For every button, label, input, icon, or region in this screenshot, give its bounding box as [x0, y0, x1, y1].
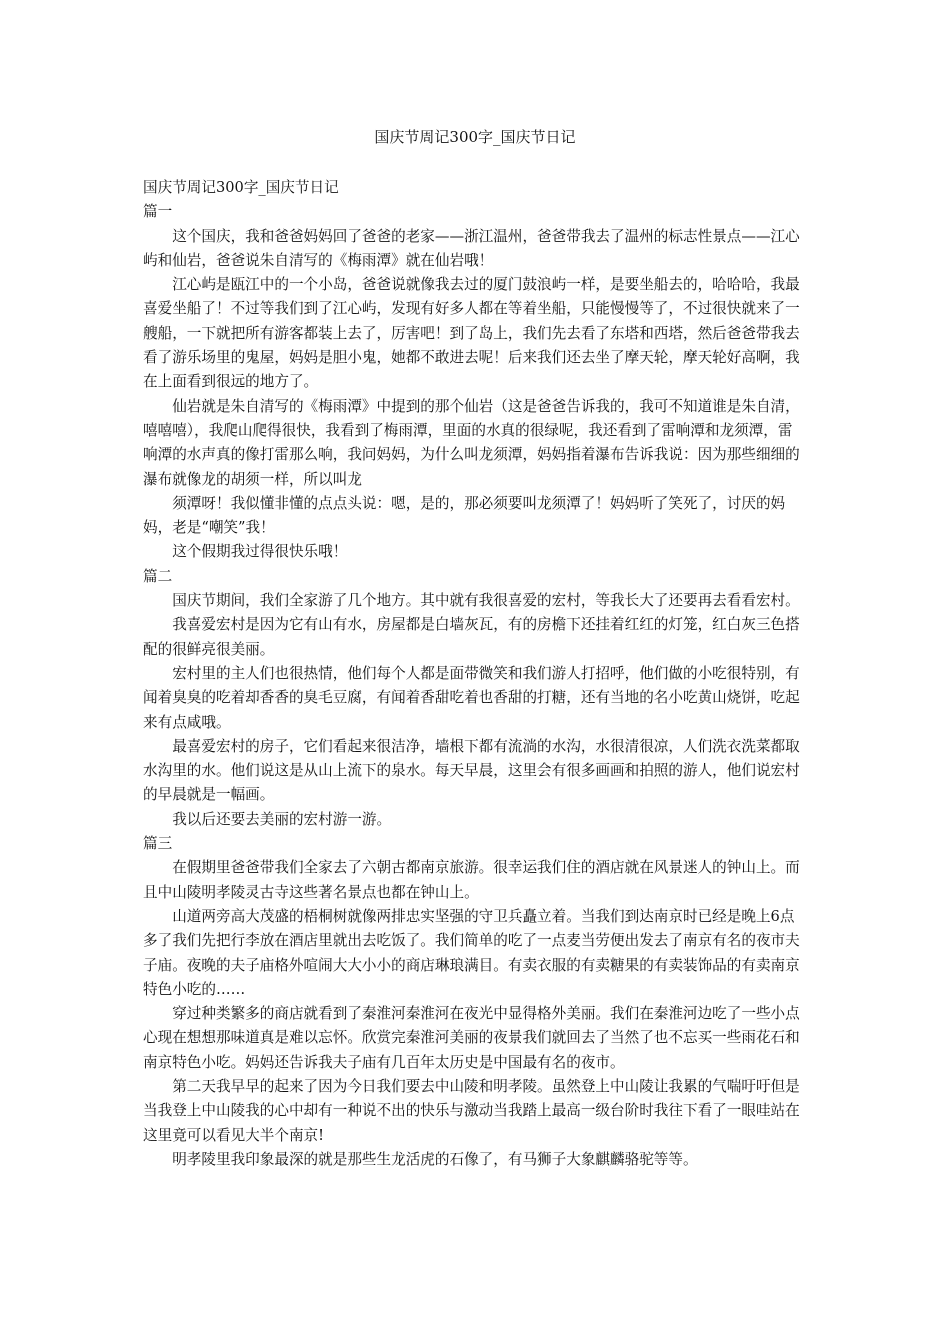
paragraph: 国庆节期间，我们全家游了几个地方。其中就有我很喜爱的宏村，等我长大了还要再去看看宏村。 [172, 592, 800, 610]
paragraph: 我喜爱宏村是因为它有山有水，房屋都是白墙灰瓦，有的房檐下还挂着红红的灯笼，红白灰三色搭配的很鲜亮很美丽。 [143, 616, 800, 658]
paragraph: 在假期里爸爸带我们全家去了六朝古都南京旅游。很幸运我们住的酒店就在风景迷人的钟山上。而且中山陵明孝陵灵古寺这些著名景点也都在钟山上。 [143, 859, 800, 901]
document-title: 国庆节周记300字_国庆节日记 [374, 128, 576, 146]
paragraph: 仙岩就是朱自清写的《梅雨潭》中提到的那个仙岩（这是爸爸告诉我的，我可不知道谁是朱自清，嘻嘻嘻），我爬山爬得很快，我看到了梅雨潭，里面的水真的很绿呢，我还看到了雷响潭和龙须潭，雷响潭的水声真的像打雷那么响，我问妈妈，为什么叫龙须潭，妈妈指着瀑布告诉我说：因为那些细细的瀑布就像龙的胡须一样，所以叫龙 [143, 397, 800, 488]
paragraph: 这个国庆，我和爸爸妈妈回了爸爸的老家——浙江温州，爸爸带我去了温州的标志性景点——江心屿和仙岩，爸爸说朱自清写的《梅雨潭》就在仙岩哦！ [143, 227, 800, 269]
section-heading: 篇三 [143, 835, 173, 853]
section-heading: 篇一 [143, 203, 173, 221]
paragraph: 山道两旁高大茂盛的梧桐树就像两排忠实坚强的守卫兵矗立着。当我们到达南京时已经是晚上6点多了我们先把行李放在酒店里就出去吃饭了。我们简单的吃了一点麦当劳便出发去了南京有名的夜市夫子庙。夜晚的夫子庙格外喧闹大大小小的商店琳琅满目。有卖衣服的有卖糖果的有卖装饰品的有卖南京特色小吃的…… [143, 907, 800, 998]
paragraph: 江心屿是瓯江中的一个小岛，爸爸说就像我去过的厦门鼓浪屿一样，是要坐船去的，哈哈哈，我最喜爱坐船了！不过等我们到了江心屿，发现有好多人都在等着坐船，只能慢慢等了，不过很快就来了一艘船，一下就把所有游客都装上去了，厉害吧！到了岛上，我们先去看了东塔和西塔，然后爸爸带我去看了游乐场里的鬼屋，妈妈是胆小鬼，她都不敢进去呢！后来我们还去坐了摩天轮，摩天轮好高啊，我在上面看到很远的地方了。 [143, 276, 800, 391]
paragraph: 宏村里的主人们也很热情，他们每个人都是面带微笑和我们游人打招呼，他们做的小吃很特别，有闻着臭臭的吃着却香香的臭毛豆腐，有闻着香甜吃着也香甜的打糖，还有当地的名小吃黄山烧饼，吃起来有点咸哦。 [143, 664, 800, 731]
paragraph: 明孝陵里我印象最深的就是那些生龙活虎的石像了，有马狮子大象麒麟骆驼等等。 [172, 1150, 698, 1168]
paragraph: 最喜爱宏村的房子，它们看起来很洁净，墙根下都有流淌的水沟，水很清很凉，人们洗衣洗菜都取水沟里的水。他们说这是从山上流下的泉水。每天早晨，这里会有很多画画和拍照的游人，他们说宏村的早晨就是一幅画。 [143, 737, 800, 804]
paragraph: 我以后还要去美丽的宏村游一游。 [172, 810, 392, 828]
paragraph: 第二天我早早的起来了因为今日我们要去中山陵和明孝陵。虽然登上中山陵让我累的气喘吁吁但是当我登上中山陵我的心中却有一种说不出的快乐与激动当我踏上最高一级台阶时我往下看了一眼哇站在这里竟可以看见大半个南京! [143, 1077, 800, 1144]
paragraph: 这个假期我过得很快乐哦！ [172, 543, 348, 561]
paragraph: 穿过种类繁多的商店就看到了秦淮河秦淮河在夜光中显得格外美丽。我们在秦淮河边吃了一些小点心现在想想那味道真是难以忘怀。欣赏完秦淮河美丽的夜景我们就回去了当然了也不忘买一些雨花石和南京特色小吃。妈妈还告诉我夫子庙有几百年太历史是中国最有名的夜市。 [143, 1005, 800, 1071]
document-body [143, 176, 807, 1172]
section-heading: 篇二 [143, 567, 173, 585]
paragraph: 须潭呀！我似懂非懂的点点头说：嗯，是的，那必须要叫龙须潭了！妈妈听了笑死了，讨厌的妈妈，老是“嘲笑”我！ [143, 494, 786, 537]
document-subtitle: 国庆节周记300字_国庆节日记 [143, 179, 339, 196]
